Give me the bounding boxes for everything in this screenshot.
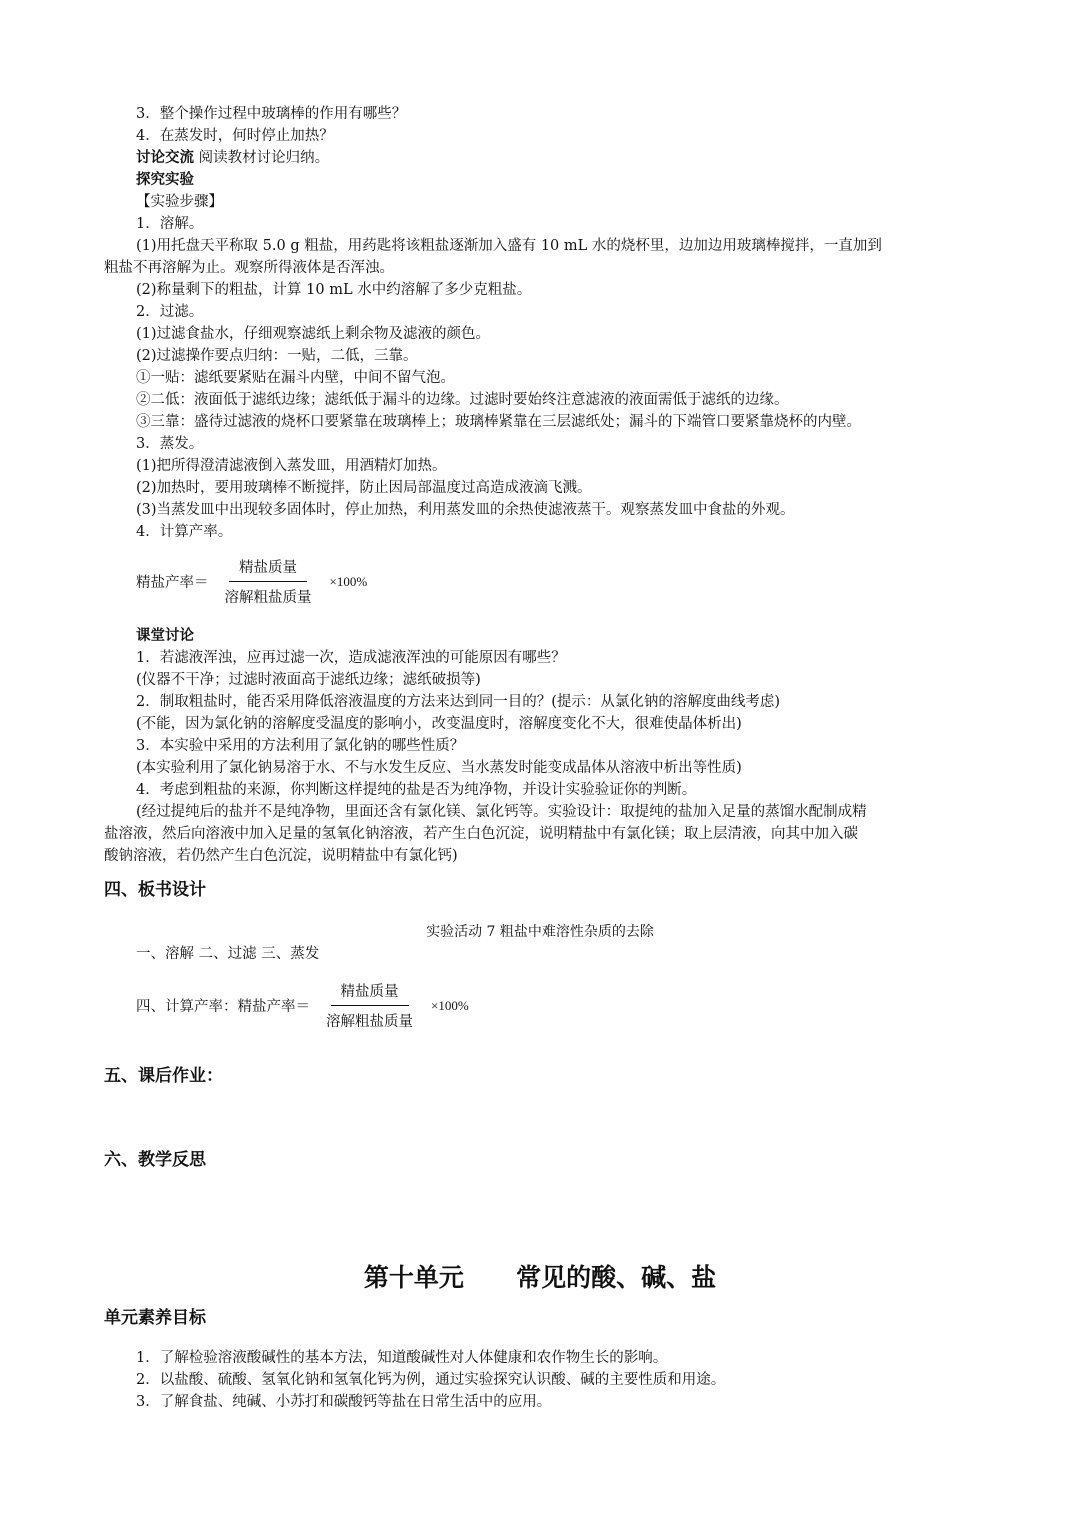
discussion-item: 1．若滤液浑浊，应再过滤一次，造成滤液浑浊的可能原因有哪些？ xyxy=(136,650,566,666)
yield-formula xyxy=(136,556,367,607)
discussion-item: (经过提纯后的盐并不是纯净物，里面还含有氯化镁、氯化钙等。实验设计：取提纯的盐加入足量的蒸馏水配制成精 xyxy=(136,804,867,820)
goal-item: 3．了解食盐、纯碱、小苏打和碳酸钙等盐在日常生活中的应用。 xyxy=(136,1394,552,1410)
unit-title: 第十单元 常见的酸、碱、盐 xyxy=(363,1263,717,1292)
step-line: (3)当蒸发皿中出现较多固体时，停止加热，利用蒸发皿的余热使滤液蒸干。观察蒸发皿中食盐的外观。 xyxy=(136,502,795,518)
fraction-denominator: 溶解粗盐质量 xyxy=(224,590,312,606)
board-formula-lhs: 四、计算产率：精盐产率＝ xyxy=(136,999,310,1015)
board-line: 一、溶解 二、过滤 三、蒸发 xyxy=(136,946,320,962)
step-line: (1)用托盘天平称取 5.0 g 粗盐，用药匙将该粗盐逐渐加入盛有 10 mL 水的烧杯里，边加边用玻璃棒搅拌，一直加到 xyxy=(136,238,882,254)
section-5-title: 五、课后作业： xyxy=(104,1066,223,1086)
goal-item: 1．了解检验溶液酸碱性的基本方法，知道酸碱性对人体健康和农作物生长的影响。 xyxy=(136,1350,668,1366)
board-fraction-denominator: 溶解粗盐质量 xyxy=(326,1014,413,1030)
step-line: ②二低：液面低于滤纸边缘；滤纸低于漏斗的边缘。过滤时要始终注意滤液的液面需低于滤纸的边缘。 xyxy=(136,392,789,408)
board-title: 实验活动 7 粗盐中难溶性杂质的去除 xyxy=(426,924,654,940)
step-line: 粗盐不再溶解为止。观察所得液体是否浑浊。 xyxy=(104,260,394,276)
formula-lhs: 精盐产率＝ xyxy=(136,575,209,591)
step-line: 4．计算产率。 xyxy=(136,524,233,540)
step-line: ③三靠：盛待过滤液的烧杯口要紧靠在玻璃棒上；玻璃棒紧靠在三层滤纸处；漏斗的下端管口要紧靠烧杯的内壁。 xyxy=(136,414,861,430)
goal-item: 2．以盐酸、硫酸、氢氧化钠和氢氧化钙为例，通过实验探究认识酸、碱的主要性质和用途。 xyxy=(136,1372,726,1388)
discussion-item: (本实验利用了氯化钠易溶于水、不与水发生反应、当水蒸发时能变成晶体从溶液中析出等性质) xyxy=(136,760,742,776)
discussion-item: (不能，因为氯化钠的溶解度受温度的影响小，改变温度时，溶解度变化不大，很难使晶体析出) xyxy=(136,716,742,732)
discussion-text: 阅读教材讨论归纳。 xyxy=(194,150,330,166)
steps-title: 【实验步骤】 xyxy=(136,194,223,210)
step-line: 1．溶解。 xyxy=(136,216,204,232)
step-line: 3．蒸发。 xyxy=(136,436,204,452)
board-yield-formula xyxy=(136,980,469,1031)
explore-title: 探究实验 xyxy=(136,171,194,188)
discussion-item: 3．本实验中采用的方法利用了氯化钠的哪些性质？ xyxy=(136,738,465,754)
discussion-label: 讨论交流 xyxy=(136,149,194,166)
board-fraction xyxy=(316,980,423,1031)
board-fraction-numerator: 精盐质量 xyxy=(331,980,409,1006)
step-line: (2)加热时，要用玻璃棒不断搅拌，防止因局部温度过高造成液滴飞溅。 xyxy=(136,480,592,496)
discussion-item: 盐溶液，然后向溶液中加入足量的氢氧化钠溶液，若产生白色沉淀，说明精盐中有氯化镁；取上层清液，向其中加入碳 xyxy=(104,826,858,842)
section-4-title: 四、板书设计 xyxy=(104,880,206,900)
board-formula-multiplier: ×100% xyxy=(431,997,469,1013)
goals-title: 单元素养目标 xyxy=(104,1308,206,1328)
discussion-item: 4．考虑到粗盐的来源，你判断这样提纯的盐是否为纯净物，并设计实验验证你的判断。 xyxy=(136,782,697,798)
step-line: (1)过滤食盐水，仔细观察滤纸上剩余物及滤液的颜色。 xyxy=(136,326,491,342)
step-line: 2．过滤。 xyxy=(136,304,204,320)
fraction-numerator: 精盐质量 xyxy=(229,556,307,582)
step-line: (2)称量剩下的粗盐，计算 10 mL 水中约溶解了多少克粗盐。 xyxy=(136,282,532,298)
formula-multiplier: ×100% xyxy=(329,573,368,589)
discussion-item: 2．制取粗盐时，能否采用降低溶液温度的方法来达到同一目的？(提示：从氯化钠的溶解度曲线考虑) xyxy=(136,694,781,710)
question-3: 3．整个操作过程中玻璃棒的作用有哪些？ xyxy=(136,106,407,122)
fraction xyxy=(215,556,322,607)
section-6-title: 六、教学反思 xyxy=(104,1150,206,1170)
discussion-line xyxy=(136,148,329,168)
discussion-item: 酸钠溶液，若仍然产生白色沉淀，说明精盐中有氯化钙) xyxy=(104,848,458,864)
step-line: (2)过滤操作要点归纳：一贴，二低，三靠。 xyxy=(136,348,418,364)
question-4: 4．在蒸发时，何时停止加热？ xyxy=(136,128,334,144)
step-line: (1)把所得澄清滤液倒入蒸发皿，用酒精灯加热。 xyxy=(136,458,447,474)
class-discussion-title: 课堂讨论 xyxy=(136,627,194,644)
discussion-item: (仪器不干净；过滤时液面高于滤纸边缘；滤纸破损等) xyxy=(136,672,481,688)
step-line: ①一贴：滤纸要紧贴在漏斗内壁，中间不留气泡。 xyxy=(136,370,455,386)
